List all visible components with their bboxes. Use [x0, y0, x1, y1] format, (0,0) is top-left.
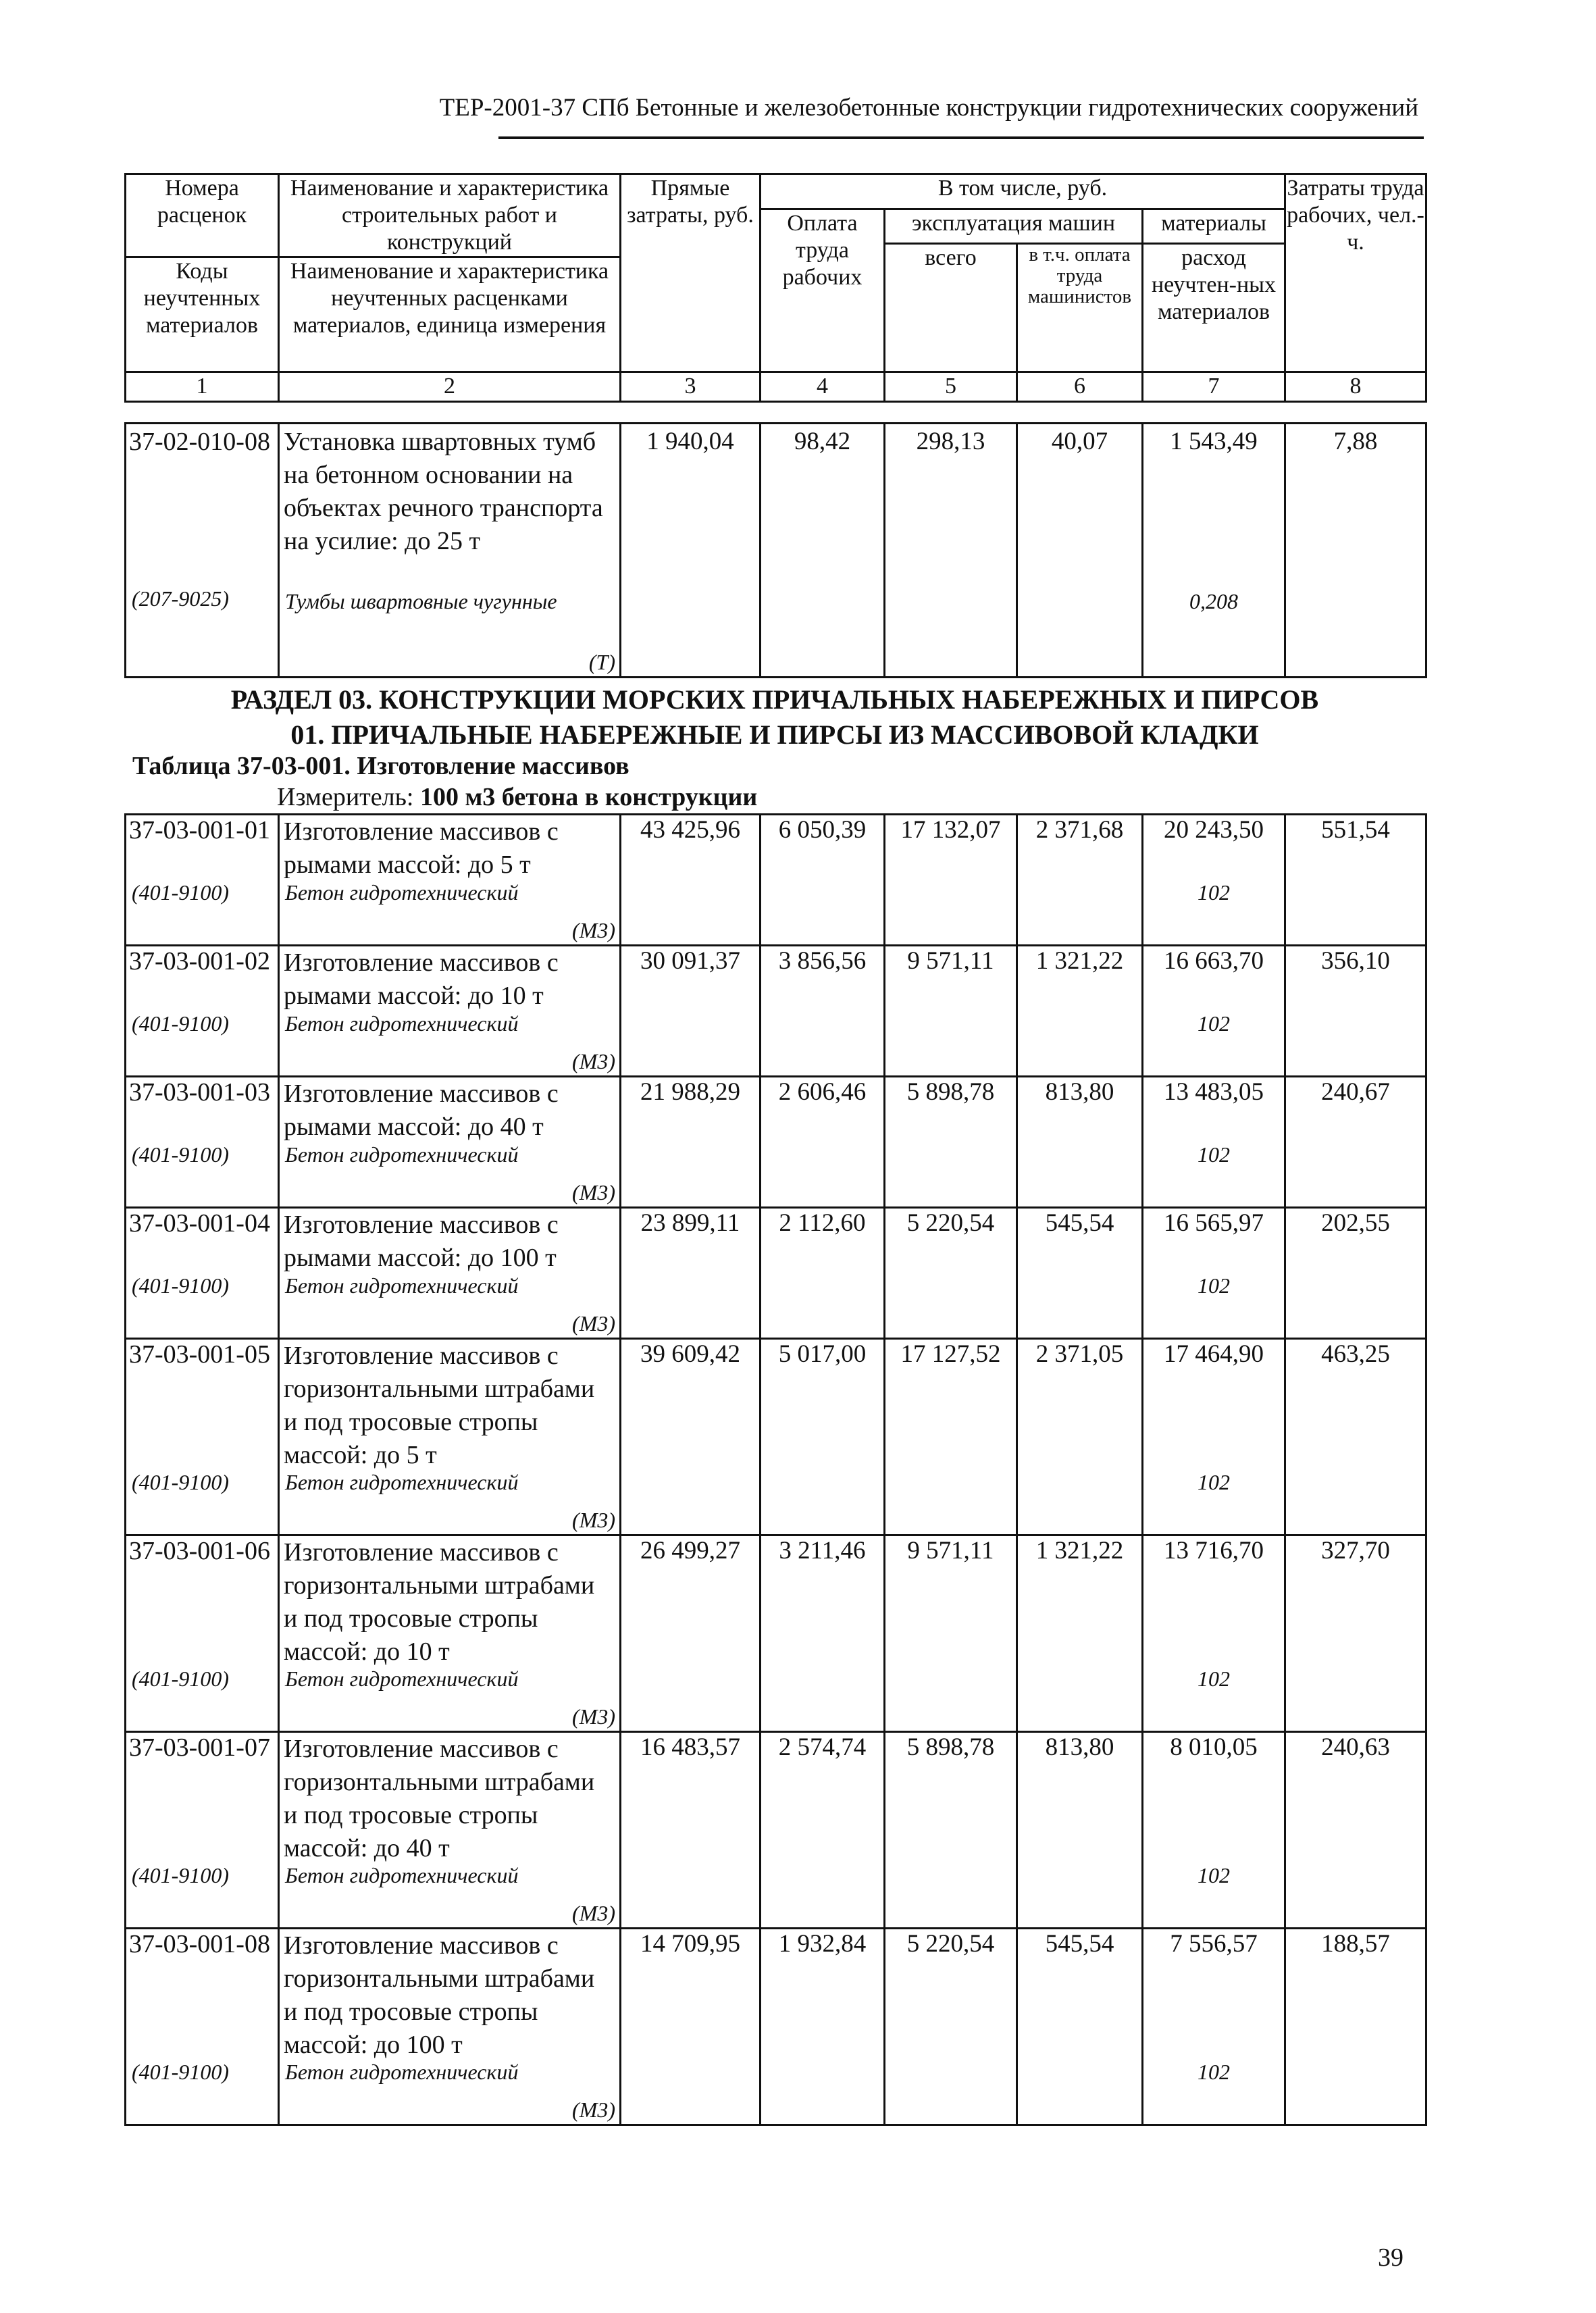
material-unit: (М3): [572, 2098, 615, 2122]
labor-cost: [761, 424, 885, 678]
labor-cost: [761, 946, 885, 1077]
machine-cost-value: 9 571,11: [907, 947, 994, 975]
rate-name-line: и под тросовые стропы: [284, 1408, 538, 1436]
rate-code: 37-03-001-08: [129, 1930, 270, 1958]
rate-name-cell: [279, 1535, 621, 1732]
labor-cost: [761, 1077, 885, 1208]
labor-hours: [1285, 1339, 1426, 1535]
material-cost: [1143, 815, 1285, 946]
direct-cost: [621, 1208, 761, 1339]
rate-name: [280, 1929, 619, 2062]
material-unit: (М3): [572, 1049, 615, 1073]
labor-cost: [761, 815, 885, 946]
header-col2-top: Наименование и характеристика строительных работ и конструкций: [279, 174, 621, 257]
labor-cost: [761, 1732, 885, 1929]
header-col1-top: Номера расценок: [126, 174, 279, 257]
material-cost-value: 20 243,50: [1164, 816, 1264, 844]
labor-hours-value: 327,70: [1321, 1537, 1390, 1565]
labor-hours: [1285, 1077, 1426, 1208]
rate-code: 37-03-001-03: [129, 1078, 270, 1107]
rate-name-line: горизонтальными штрабами: [284, 1768, 595, 1796]
meter-value: 100 м3 бетона в конструкции: [420, 783, 758, 811]
labor-hours: [1285, 1208, 1426, 1339]
direct-cost: [621, 1535, 761, 1732]
table-row: [126, 424, 1426, 678]
material-consumption: 102: [1198, 880, 1230, 905]
material-consumption: 102: [1198, 1863, 1230, 1887]
page-number: 39: [1378, 2243, 1404, 2272]
rate-name-line: Изготовление массивов с: [284, 1211, 559, 1239]
rate-name-line: на усилие: до 25 т: [284, 527, 481, 555]
rate-name-cell: [279, 815, 621, 946]
header-group-materials: материалы: [1143, 209, 1285, 244]
direct-cost: [621, 815, 761, 946]
section-title: РАЗДЕЛ 03. КОНСТРУКЦИИ МОРСКИХ ПРИЧАЛЬНЫХ НАБЕРЕЖНЫХ И ПИРСОВ: [230, 684, 1319, 715]
rates-table: [124, 813, 1427, 2126]
rate-name-cell: [279, 1732, 621, 1929]
material-name: Бетон гидротехнический: [285, 1863, 519, 1887]
rate-code: 37-03-001-05: [129, 1340, 270, 1369]
rate-name-line: рымами массой: до 5 т: [284, 850, 531, 879]
rate-code: 37-03-001-07: [129, 1733, 270, 1762]
material-consumption: 102: [1198, 1667, 1230, 1691]
rate-code-cell: [126, 1339, 279, 1535]
direct-cost-value: 16 483,57: [640, 1733, 740, 1761]
first-rate-table: [124, 422, 1427, 678]
rate-name-cell: [279, 1929, 621, 2125]
machine-cost: [885, 815, 1017, 946]
material-consumption: 102: [1198, 1011, 1230, 1036]
machinist-cost-value: 545,54: [1045, 1930, 1114, 1958]
material-code: (401-9100): [132, 1011, 229, 1036]
material-name: Бетон гидротехнический: [285, 1470, 519, 1494]
machinist-cost: [1017, 946, 1143, 1077]
document-header-title: ТЕР-2001-37 СПб Бетонные и железобетонные конструкции гидротехнических сооружений: [439, 94, 1418, 122]
labor-cost-value: 1 932,84: [778, 1930, 867, 1958]
table-row: [126, 1208, 1426, 1339]
rate-name-line: Изготовление массивов с: [284, 1079, 559, 1108]
machinist-cost: [1017, 1077, 1143, 1208]
meter-line: [277, 782, 757, 812]
rate-name-line: массой: до 40 т: [284, 1834, 450, 1862]
direct-cost: [621, 1732, 761, 1929]
machinist-cost: [1017, 815, 1143, 946]
material-cost: [1143, 1208, 1285, 1339]
direct-cost: [621, 1077, 761, 1208]
rate-name: [280, 1209, 619, 1275]
rate-code-cell: [126, 1535, 279, 1732]
machinist-cost: [1017, 1732, 1143, 1929]
table-row: [126, 815, 1426, 946]
header-number: 7: [1143, 372, 1285, 402]
rate-name-line: и под тросовые стропы: [284, 1604, 538, 1633]
header-number: 2: [279, 372, 621, 402]
rate-name: [280, 1733, 619, 1865]
material-code: (401-9100): [132, 1142, 229, 1167]
material-code: (401-9100): [132, 2060, 229, 2084]
material-unit: (М3): [572, 1180, 615, 1204]
direct-cost: [621, 424, 761, 678]
rate-name-line: Изготовление массивов с: [284, 1931, 559, 1960]
rate-code: 37-03-001-06: [129, 1537, 270, 1565]
labor-cost: [761, 1929, 885, 2125]
header-col3: Прямые затраты, руб.: [621, 174, 761, 372]
table-row: [126, 1535, 1426, 1732]
rate-name: [280, 1536, 619, 1669]
header-number: 3: [621, 372, 761, 402]
labor-cost-value: 2 606,46: [778, 1078, 867, 1106]
machine-cost-value: 5 898,78: [906, 1078, 995, 1106]
machinist-cost: [1017, 1339, 1143, 1535]
material-consumption: 102: [1198, 1273, 1230, 1298]
rate-name-line: Изготовление массивов с: [284, 1735, 559, 1763]
machine-cost-value: 5 220,54: [906, 1209, 995, 1237]
machinist-cost-value: 40,07: [1051, 428, 1108, 455]
material-unit: (М3): [572, 1508, 615, 1532]
rate-name: [280, 426, 619, 558]
labor-hours-value: 356,10: [1321, 947, 1390, 975]
rate-code: 37-03-001-01: [129, 816, 270, 844]
labor-cost: [761, 1208, 885, 1339]
machinist-cost-value: 545,54: [1045, 1209, 1114, 1237]
rate-name-line: горизонтальными штрабами: [284, 1964, 595, 1993]
material-cost: [1143, 946, 1285, 1077]
table-title: Таблица 37-03-001. Изготовление массивов: [132, 752, 629, 780]
material-cost: [1143, 1929, 1285, 2125]
header-group-main: В том числе, руб.: [761, 174, 1285, 209]
labor-cost-value: 2 574,74: [778, 1733, 867, 1761]
rate-name-line: массой: до 5 т: [284, 1441, 437, 1469]
header-rule: [498, 136, 1424, 139]
machine-cost: [885, 1929, 1017, 2125]
table-row: [126, 1077, 1426, 1208]
labor-hours: [1285, 946, 1426, 1077]
rate-name-line: на бетонном основании на: [284, 461, 573, 489]
direct-cost: [621, 1339, 761, 1535]
labor-hours-value: 240,67: [1321, 1078, 1390, 1106]
material-name: Бетон гидротехнический: [285, 1667, 519, 1691]
labor-hours: [1285, 1929, 1426, 2125]
material-cost-value: 16 663,70: [1164, 947, 1264, 975]
header-col8: Затраты труда рабочих, чел.-ч.: [1285, 174, 1426, 372]
rate-name-line: горизонтальными штрабами: [284, 1571, 595, 1600]
material-name: Бетон гидротехнический: [285, 2060, 519, 2084]
machine-cost-value: 17 127,52: [900, 1340, 1001, 1368]
rate-name-line: Изготовление массивов с: [284, 1538, 559, 1567]
material-code: (401-9100): [132, 880, 229, 905]
material-unit: (Т): [588, 650, 615, 674]
material-name: Бетон гидротехнический: [285, 880, 519, 905]
material-name: Бетон гидротехнический: [285, 1142, 519, 1167]
labor-hours-value: 7,88: [1333, 428, 1378, 455]
machine-cost: [885, 1535, 1017, 1732]
material-code: (401-9100): [132, 1470, 229, 1494]
labor-hours-value: 551,54: [1321, 816, 1390, 844]
machine-cost-value: 9 571,11: [907, 1537, 994, 1565]
labor-hours: [1285, 1732, 1426, 1929]
rate-code-cell: [126, 1077, 279, 1208]
material-code: (401-9100): [132, 1273, 229, 1298]
direct-cost-value: 21 988,29: [640, 1078, 740, 1106]
rate-name-line: Изготовление массивов с: [284, 817, 559, 846]
direct-cost-value: 1 940,04: [646, 428, 734, 455]
rate-name-cell: [279, 1077, 621, 1208]
material-cost: [1143, 1535, 1285, 1732]
machine-cost: [885, 1339, 1017, 1535]
machine-cost-value: 5 220,54: [906, 1930, 995, 1958]
rate-code-cell: [126, 1929, 279, 2125]
subsection-title: 01. ПРИЧАЛЬНЫЕ НАБЕРЕЖНЫЕ И ПИРСЫ ИЗ МАССИВОВОЙ КЛАДКИ: [290, 719, 1259, 750]
labor-hours-value: 188,57: [1321, 1930, 1390, 1958]
header-col4: Оплата труда рабочих: [761, 209, 885, 372]
rate-name-line: Изготовление массивов с: [284, 948, 559, 977]
labor-hours: [1285, 424, 1426, 678]
table-row: [126, 1339, 1426, 1535]
material-name: Бетон гидротехнический: [285, 1011, 519, 1036]
labor-cost-value: 2 112,60: [779, 1209, 866, 1237]
labor-cost: [761, 1535, 885, 1732]
labor-cost-value: 5 017,00: [778, 1340, 867, 1368]
rate-name-line: рымами массой: до 100 т: [284, 1244, 557, 1272]
machinist-cost-value: 813,80: [1045, 1733, 1114, 1761]
labor-cost-value: 3 856,56: [778, 947, 867, 975]
machine-cost: [885, 424, 1017, 678]
header-col5: всего: [885, 243, 1017, 372]
material-consumption: 102: [1198, 1142, 1230, 1167]
header-number: 8: [1285, 372, 1426, 402]
material-code: (401-9100): [132, 1863, 229, 1887]
material-name: Бетон гидротехнический: [285, 1273, 519, 1298]
rate-code: 37-03-001-02: [129, 947, 270, 975]
direct-cost-value: 30 091,37: [640, 947, 740, 975]
direct-cost-value: 14 709,95: [640, 1930, 740, 1958]
header-number: 5: [885, 372, 1017, 402]
labor-hours: [1285, 815, 1426, 946]
material-cost: [1143, 1732, 1285, 1929]
machine-cost: [885, 1077, 1017, 1208]
rate-name-line: Изготовление массивов с: [284, 1342, 559, 1370]
material-cost-value: 16 565,97: [1164, 1209, 1264, 1237]
rate-name-line: и под тросовые стропы: [284, 1801, 538, 1829]
material-cost-value: 1 543,49: [1170, 428, 1258, 455]
header-col6: в т.ч. оплата труда машинистов: [1017, 243, 1143, 372]
table-row: [126, 1732, 1426, 1929]
material-consumption: 0,208: [1189, 589, 1238, 613]
labor-cost: [761, 1339, 885, 1535]
rate-code-cell: [126, 1732, 279, 1929]
material-code: (207-9025): [132, 586, 229, 611]
rate-name-cell: [279, 1208, 621, 1339]
rate-name-line: Установка швартовных тумб: [284, 428, 596, 456]
material-code: (401-9100): [132, 1667, 229, 1691]
table-row: [126, 1929, 1426, 2125]
meter-label: Измеритель:: [277, 783, 414, 811]
material-cost: [1143, 1339, 1285, 1535]
rate-code-cell: [126, 1208, 279, 1339]
header-col2-bottom: Наименование и характеристика неучтенных расценками материалов, единица измерения: [279, 257, 621, 372]
rate-code-cell: [126, 815, 279, 946]
labor-hours-value: 463,25: [1321, 1340, 1390, 1368]
machine-cost: [885, 1208, 1017, 1339]
machinist-cost: [1017, 1929, 1143, 2125]
material-unit: (М3): [572, 1901, 615, 1925]
rate-name-line: рымами массой: до 10 т: [284, 982, 544, 1010]
material-unit: (М3): [572, 1311, 615, 1336]
direct-cost-value: 39 609,42: [640, 1340, 740, 1368]
material-cost-value: 17 464,90: [1164, 1340, 1264, 1368]
material-cost-value: 8 010,05: [1170, 1733, 1258, 1761]
machinist-cost-value: 1 321,22: [1035, 947, 1124, 975]
column-header-table: [124, 173, 1427, 403]
labor-hours: [1285, 1535, 1426, 1732]
rate-code: 37-02-010-08: [129, 428, 270, 456]
rate-name-cell: [279, 946, 621, 1077]
material-name: Тумбы швартовные чугунные: [285, 589, 557, 613]
machinist-cost: [1017, 1535, 1143, 1732]
machine-cost-value: 5 898,78: [906, 1733, 995, 1761]
rate-name-cell: [279, 1339, 621, 1535]
machinist-cost-value: 2 371,05: [1035, 1340, 1124, 1368]
machine-cost-value: 298,13: [916, 428, 985, 455]
table-row: [126, 946, 1426, 1077]
labor-cost-value: 98,42: [794, 428, 851, 455]
rate-name-line: горизонтальными штрабами: [284, 1375, 595, 1403]
rate-name-line: рымами массой: до 40 т: [284, 1113, 544, 1141]
machinist-cost-value: 1 321,22: [1035, 1537, 1124, 1565]
rate-name-cell: [279, 424, 621, 678]
rate-code-cell: [126, 946, 279, 1077]
machinist-cost-value: 813,80: [1045, 1078, 1114, 1106]
rate-code-cell: [126, 424, 279, 678]
rate-name: [280, 946, 619, 1013]
material-consumption: 102: [1198, 2060, 1230, 2084]
header-number: 6: [1017, 372, 1143, 402]
rate-code: 37-03-001-04: [129, 1209, 270, 1238]
direct-cost-value: 23 899,11: [640, 1209, 740, 1237]
rate-name-line: массой: до 10 т: [284, 1637, 450, 1666]
rate-name-line: объектах речного транспорта: [284, 494, 603, 522]
machinist-cost-value: 2 371,68: [1035, 816, 1124, 844]
machinist-cost: [1017, 424, 1143, 678]
rate-name-line: массой: до 100 т: [284, 2031, 463, 2059]
labor-hours-value: 202,55: [1321, 1209, 1390, 1237]
machinist-cost: [1017, 1208, 1143, 1339]
rate-name: [280, 815, 619, 882]
header-col7: расход неучтен-ных материалов: [1143, 243, 1285, 372]
labor-cost-value: 3 211,46: [779, 1537, 866, 1565]
material-cost: [1143, 1077, 1285, 1208]
rate-name: [280, 1340, 619, 1472]
material-unit: (М3): [572, 1704, 615, 1729]
labor-cost-value: 6 050,39: [778, 816, 867, 844]
machine-cost: [885, 946, 1017, 1077]
header-number: 1: [126, 372, 279, 402]
material-cost-value: 13 716,70: [1164, 1537, 1264, 1565]
rate-name: [280, 1077, 619, 1144]
material-unit: (М3): [572, 918, 615, 942]
machine-cost: [885, 1732, 1017, 1929]
material-cost-value: 13 483,05: [1164, 1078, 1264, 1106]
material-consumption: 102: [1198, 1470, 1230, 1494]
material-cost: [1143, 424, 1285, 678]
direct-cost-value: 43 425,96: [640, 816, 740, 844]
labor-hours-value: 240,63: [1321, 1733, 1390, 1761]
direct-cost-value: 26 499,27: [640, 1537, 740, 1565]
header-col1-bottom: Коды неучтенных материалов: [126, 257, 279, 372]
direct-cost: [621, 946, 761, 1077]
header-number: 4: [761, 372, 885, 402]
direct-cost: [621, 1929, 761, 2125]
material-cost-value: 7 556,57: [1170, 1930, 1258, 1958]
machine-cost-value: 17 132,07: [900, 816, 1001, 844]
rate-name-line: и под тросовые стропы: [284, 1998, 538, 2026]
header-group-machines: эксплуатация машин: [885, 209, 1143, 244]
